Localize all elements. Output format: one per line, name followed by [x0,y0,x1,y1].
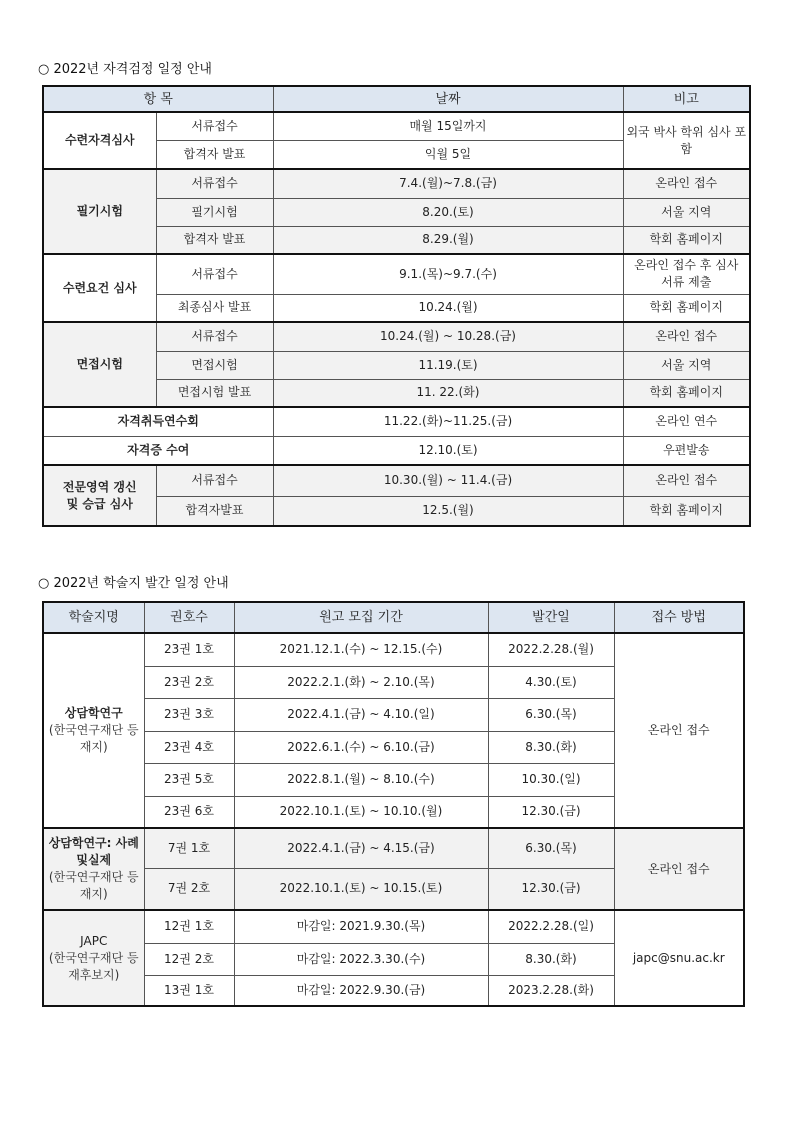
note-cell: 온라인 접수 [623,465,750,496]
header-journal: 학술지명 [43,602,144,633]
group-label: 자격취득연수회 [43,407,273,436]
table-row [43,828,744,868]
pubdate-cell: 2022.2.28.(월) [488,633,614,666]
date-cell: 10.30.(월) ~ 11.4.(금) [273,465,623,496]
header-period: 원고 모집 기간 [234,602,488,633]
pubdate-cell: 4.30.(토) [488,666,614,698]
item-cell: 합격자 발표 [156,140,273,169]
pubdate-cell: 6.30.(목) [488,828,614,868]
group-label: 필기시험 [43,169,156,254]
group-label: 면접시험 [43,322,156,407]
note-cell: 학회 홈페이지 [623,226,750,254]
pubdate-cell: 6.30.(목) [488,698,614,731]
period-cell: 마감일: 2022.3.30.(수) [234,943,488,975]
journal-name: JAPC [80,933,108,948]
journal-index: (한국연구재단 등재지) [48,870,139,901]
issue-cell: 23권 1호 [144,633,234,666]
date-cell: 10.24.(월) [273,294,623,322]
journal-index: (한국연구재단 등재지) [48,723,139,754]
table-row [43,169,750,198]
item-cell: 서류접수 [156,169,273,198]
exam-schedule-table [42,85,751,527]
date-cell: 8.29.(월) [273,226,623,254]
table-row [43,407,750,436]
date-cell: 9.1.(목)~9.7.(수) [273,254,623,294]
table-row [43,633,744,666]
item-cell: 서류접수 [156,254,273,294]
date-cell: 11. 22.(화) [273,379,623,407]
period-cell: 2021.12.1.(수) ~ 12.15.(수) [234,633,488,666]
item-cell: 면접시험 [156,351,273,379]
section-title-exam-schedule: ○ 2022년 자격검정 일정 안내 [38,62,212,77]
header-note: 비고 [623,86,750,112]
item-cell: 합격자 발표 [156,226,273,254]
header-pubdate: 발간일 [488,602,614,633]
period-cell: 2022.10.1.(토) ~ 10.15.(토) [234,868,488,910]
note-cell: 온라인 연수 [623,407,750,436]
journal-schedule-table [42,601,745,1007]
pubdate-cell: 10.30.(일) [488,763,614,796]
journal-name-cell [43,633,144,828]
journal-name-cell [43,828,144,910]
date-cell: 11.22.(화)~11.25.(금) [273,407,623,436]
issue-cell: 23권 3호 [144,698,234,731]
note-cell: 온라인 접수 [623,169,750,198]
note-cell: 서울 지역 [623,351,750,379]
method-email-link[interactable]: japc@snu.ac.kr [614,910,744,1006]
table-row [43,436,750,465]
group-label: 자격증 수여 [43,436,273,465]
date-cell: 11.19.(토) [273,351,623,379]
period-cell: 2022.8.1.(월) ~ 8.10.(수) [234,763,488,796]
journal-index: (한국연구재단 등재후보지) [48,950,139,982]
item-cell: 서류접수 [156,112,273,140]
item-cell: 최종심사 발표 [156,294,273,322]
note-cell: 온라인 접수 후 심사 서류 제출 [623,254,750,294]
date-cell: 8.20.(토) [273,198,623,226]
note-cell: 학회 홈페이지 [623,496,750,526]
pubdate-cell: 8.30.(화) [488,943,614,975]
pubdate-cell: 12.30.(금) [488,796,614,828]
header-issue: 권호수 [144,602,234,633]
header-date: 날짜 [273,86,623,112]
issue-cell: 23권 5호 [144,763,234,796]
issue-cell: 12권 2호 [144,943,234,975]
item-cell: 서류접수 [156,465,273,496]
date-cell: 10.24.(월) ~ 10.28.(금) [273,322,623,351]
group-label: 수련요건 심사 [43,254,156,322]
table-row [43,465,750,496]
journal-name: 상담학연구 [64,706,123,720]
date-cell: 매월 15일까지 [273,112,623,140]
table-row [43,112,750,140]
issue-cell: 7권 2호 [144,868,234,910]
header-item: 항 목 [43,86,273,112]
period-cell: 마감일: 2022.9.30.(금) [234,975,488,1006]
issue-cell: 23권 4호 [144,731,234,763]
period-cell: 2022.6.1.(수) ~ 6.10.(금) [234,731,488,763]
section-title-journal-schedule: ○ 2022년 학술지 발간 일정 안내 [38,576,229,591]
issue-cell: 23권 2호 [144,666,234,698]
item-cell: 합격자발표 [156,496,273,526]
table-row [43,910,744,943]
pubdate-cell: 8.30.(화) [488,731,614,763]
item-cell: 면접시험 발표 [156,379,273,407]
item-cell: 서류접수 [156,322,273,351]
period-cell: 2022.4.1.(금) ~ 4.10.(일) [234,698,488,731]
issue-cell: 13권 1호 [144,975,234,1006]
header-method: 접수 방법 [614,602,744,633]
journal-name-cell [43,910,144,1006]
note-cell: 외국 박사 학위 심사 포함 [623,112,750,169]
pubdate-cell: 2022.2.28.(일) [488,910,614,943]
note-cell: 학회 홈페이지 [623,379,750,407]
group-label: 수련자격심사 [43,112,156,169]
note-cell: 우편발송 [623,436,750,465]
group-label: 전문영역 갱신 및 승급 심사 [43,465,156,526]
issue-cell: 7권 1호 [144,828,234,868]
period-cell: 2022.2.1.(화) ~ 2.10.(목) [234,666,488,698]
pubdate-cell: 12.30.(금) [488,868,614,910]
date-cell: 12.10.(토) [273,436,623,465]
date-cell: 7.4.(월)~7.8.(금) [273,169,623,198]
note-cell: 온라인 접수 [623,322,750,351]
pubdate-cell: 2023.2.28.(화) [488,975,614,1006]
period-cell: 2022.10.1.(토) ~ 10.10.(월) [234,796,488,828]
date-cell: 12.5.(월) [273,496,623,526]
issue-cell: 23권 6호 [144,796,234,828]
period-cell: 2022.4.1.(금) ~ 4.15.(금) [234,828,488,868]
note-cell: 서울 지역 [623,198,750,226]
journal-name: 상담학연구: 사례및실제 [48,836,139,867]
note-cell: 학회 홈페이지 [623,294,750,322]
method-cell: 온라인 접수 [614,828,744,910]
table-row [43,254,750,294]
table-row [43,322,750,351]
date-cell: 익월 5일 [273,140,623,169]
issue-cell: 12권 1호 [144,910,234,943]
period-cell: 마감일: 2021.9.30.(목) [234,910,488,943]
method-cell: 온라인 접수 [614,633,744,828]
item-cell: 필기시험 [156,198,273,226]
